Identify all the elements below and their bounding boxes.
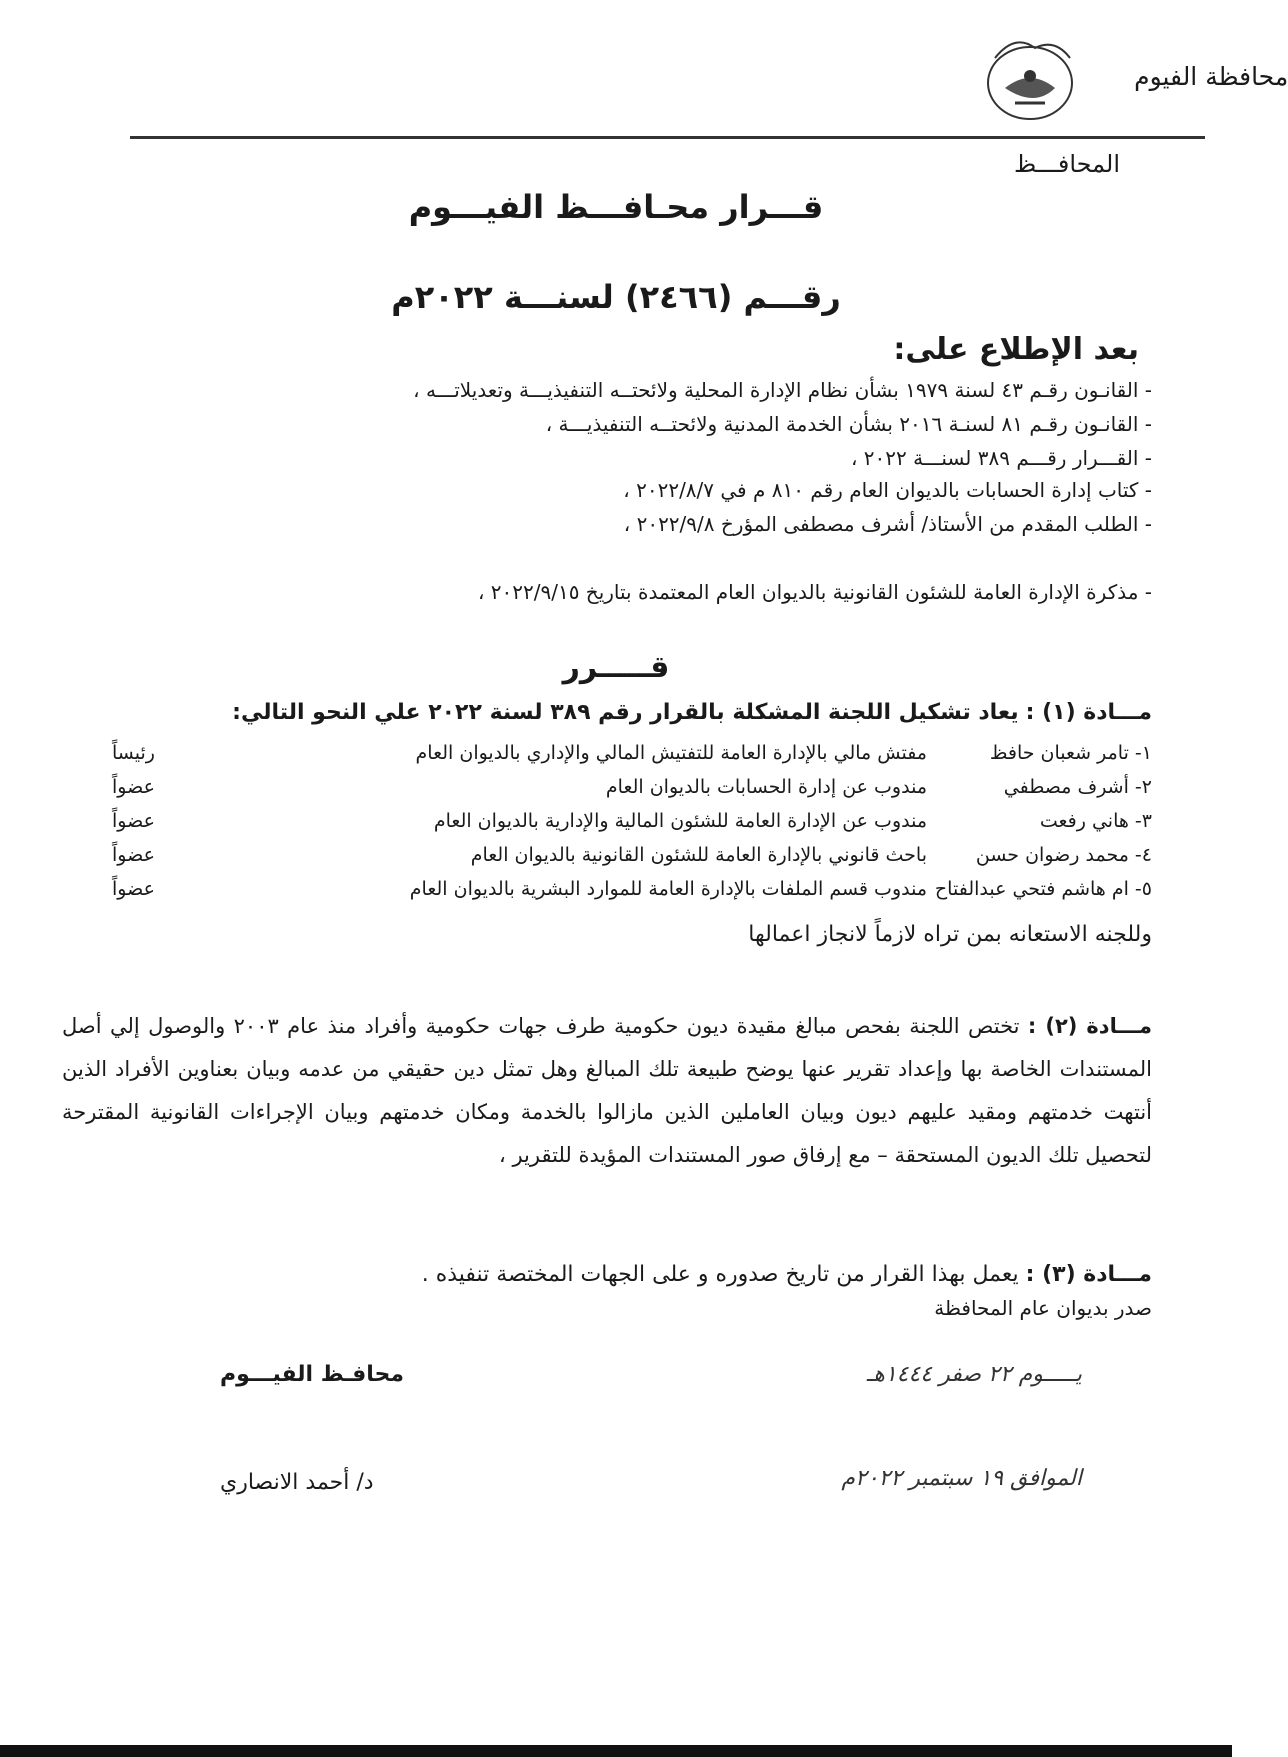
reference-item: - القانـون رقـم ٤٣ لسنة ١٩٧٩ بشأن نظام الإدارة المحلية ولائحتــه التنفيذيـــة وتعديلاتـــه ، (413, 378, 1152, 402)
decree-number: رقـــم (٢٤٦٦) لسنـــة ٢٠٢٢م (391, 278, 841, 316)
member-role: عضواً (112, 844, 155, 866)
date-gregorian: الموافق ١٩ سبتمبر ٢٠٢٢م (841, 1466, 1082, 1491)
reference-item: - الطلب المقدم من الأستاذ/ أشرف مصطفى المؤرخ ٢٠٢٢/٩/٨ ، (623, 512, 1152, 536)
member-role: عضواً (112, 810, 155, 832)
reference-item: - كتاب إدارة الحسابات بالديوان العام رقم ٨١٠ م في ٢٠٢٢/٨/٧ ، (623, 478, 1152, 502)
reference-item: - مذكرة الإدارة العامة للشئون القانونية بالديوان العام المعتمدة بتاريخ ٢٠٢٢/٩/١٥ ، (477, 580, 1152, 604)
member-name: ٥- ام هاشم فتحي عبدالفتاح (934, 878, 1152, 900)
article-1-text: يعاد تشكيل اللجنة المشكلة بالقرار رقم ٣٨٩ لسنة ٢٠٢٢ علي النحو التالي: (232, 700, 1019, 725)
decree-title: قـــرار محـافـــظ الفيـــوم (408, 188, 824, 226)
committee-member-row (112, 878, 1152, 908)
governorate-seal-icon (975, 28, 1085, 128)
member-description: مندوب عن إدارة الحسابات بالديوان العام (605, 776, 927, 798)
article-1-label: مـــادة (١) : (1025, 700, 1152, 725)
committee-member-row (112, 776, 1152, 806)
office-label: المحافـــظ (1013, 150, 1120, 178)
member-name: ١- تامر شعبان حافظ (989, 742, 1152, 764)
member-description: مفتش مالي بالإدارة العامة للتفتيش المالي والإداري بالديوان العام (415, 742, 927, 764)
article-1-heading (232, 700, 1152, 725)
reference-item: - القـــرار رقـــم ٣٨٩ لسنـــة ٢٠٢٢ ، (850, 446, 1152, 470)
member-name: ٣- هاني رفعت (1039, 810, 1152, 832)
committee-member-row (112, 810, 1152, 840)
header-rule (130, 136, 1205, 139)
committee-member-row (112, 742, 1152, 772)
committee-member-row (112, 844, 1152, 874)
article-3-label: مـــادة (٣) : (1025, 1262, 1152, 1287)
decided-heading: قـــــرر (562, 650, 670, 685)
article-2 (62, 1005, 1152, 1177)
governorate-name: محافظة الفيوم (1134, 62, 1288, 91)
signatory-title: محافـظ الفيـــوم (220, 1362, 404, 1387)
member-role: عضواً (112, 776, 155, 798)
after-review-heading: بعد الإطلاع على: (893, 332, 1139, 367)
signatory-name: د/ أحمد الانصاري (220, 1470, 374, 1495)
member-role: رئيساً (112, 742, 155, 764)
article-3-text: يعمل بهذا القرار من تاريخ صدوره و على الجهات المختصة تنفيذه . (421, 1262, 1019, 1287)
article-2-label: مـــادة (٢) : (1027, 1014, 1152, 1038)
article-2-text: تختص اللجنة بفحص مبالغ مقيدة ديون حكومية طرف جهات حكومية وأفراد منذ عام ٢٠٠٣ والوصول إلي أصل المستندات الخاصة بها وإعداد تقرير عنها يوضح طبيعة تلك المبالغ وهل تمثل دين حقيقي من عدمه وبيان بعناوين الأفراد الذين أنتهت خدمتهم ومقيد عليهم ديون وبيان العاملين الذين مازالوا بالخدمة ومكان خدمتهم وبيان الإجراءات القانونية المقترحة لتحصيل تلك الديون المستحقة – مع إرفاق صور المستندات المؤيدة للتقرير ، (62, 1014, 1152, 1167)
member-description: مندوب عن الإدارة العامة للشئون المالية والإدارية بالديوان العام (433, 810, 927, 832)
committee-note: وللجنه الاستعانه بمن تراه لازماً لانجاز اعمالها (748, 922, 1152, 947)
member-description: مندوب قسم الملفات بالإدارة العامة للموارد البشرية بالديوان العام (409, 878, 927, 900)
member-role: عضواً (112, 878, 155, 900)
article-3 (422, 1262, 1152, 1287)
member-name: ٤- محمد رضوان حسن (975, 844, 1152, 866)
issued-at: صدر بديوان عام المحافظة (934, 1296, 1152, 1320)
date-hijri: يـــــوم ٢٢ صفر ١٤٤٤هـ (866, 1362, 1082, 1387)
member-name: ٢- أشرف مصطفي (1003, 776, 1152, 798)
member-description: باحث قانوني بالإدارة العامة للشئون القانونية بالديوان العام (470, 844, 927, 866)
footer-rule (0, 1745, 1232, 1757)
reference-item: - القانـون رقـم ٨١ لسنـة ٢٠١٦ بشأن الخدمة المدنية ولائحتــه التنفيذيـــة ، (545, 412, 1152, 436)
